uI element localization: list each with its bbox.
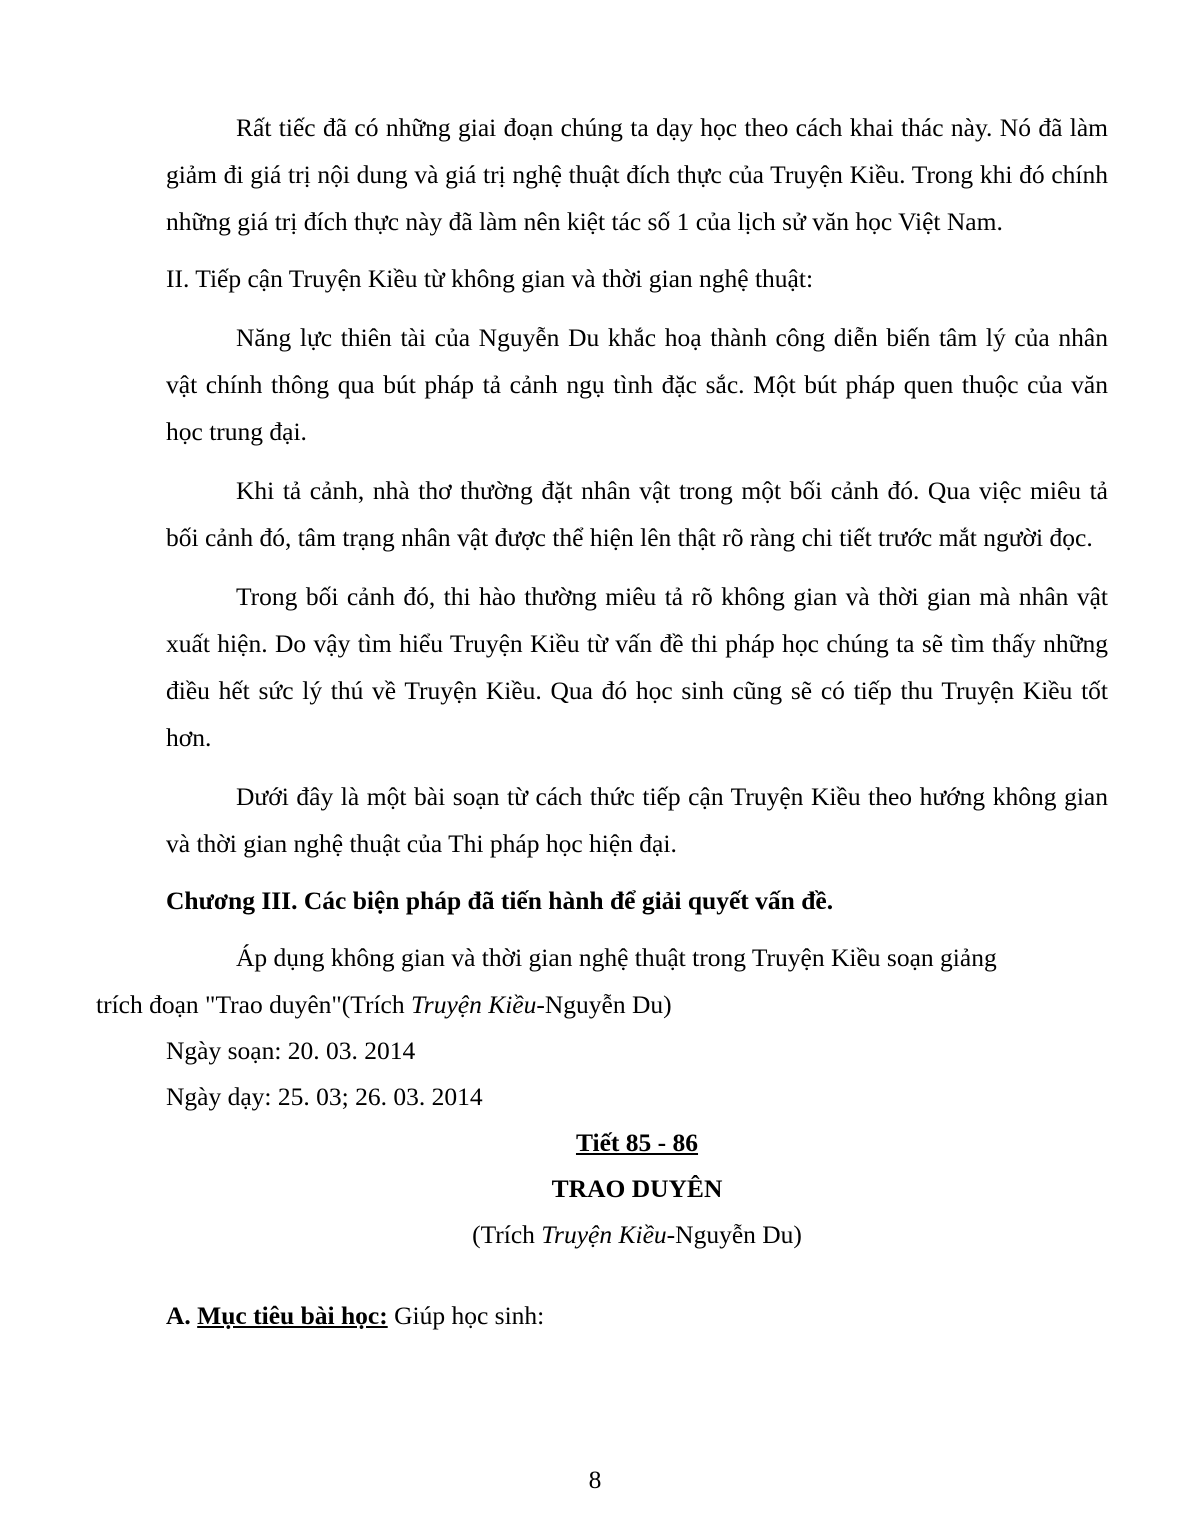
objectives-label: Mục tiêu bài học: <box>197 1301 388 1330</box>
application-line2 <box>96 981 672 1028</box>
objectives-heading <box>166 1292 1108 1339</box>
lesson-source <box>166 1212 1108 1258</box>
application-line1: Áp dụng không gian và thời gian nghệ thuật trong Truyện Kiều soạn giảng <box>236 943 997 972</box>
paragraph-talent: Năng lực thiên tài của Nguyễn Du khắc hoạ thành công diễn biến tâm lý của nhân vật chính thông qua bút pháp tả cảnh ngụ tình đặc sắc. Một bút pháp quen thuộc của văn học trung đại. <box>166 323 1108 446</box>
application-line2-prefix: trích đoạn "Trao duyên"(Trích <box>96 990 411 1019</box>
application-work-title: Truyện Kiều <box>411 990 537 1019</box>
objectives-text: Giúp học sinh: <box>387 1301 545 1330</box>
objectives-letter: A. <box>166 1301 198 1330</box>
lesson-period <box>166 1120 1108 1166</box>
page-number: 8 <box>588 1465 602 1494</box>
application-paragraph <box>96 934 1108 1028</box>
paragraph-context: Trong bối cảnh đó, thi hào thường miêu tả rõ không gian và thời gian mà nhân vật xuất hiện. Do vậy tìm hiểu Truyện Kiều từ vấn đề thi pháp học chúng ta sẽ tìm thấy những điều hết sức lý thú về Truyện Kiều. Qua đó học sinh cũng sẽ có tiếp thu Truyện Kiều tốt hơn. <box>166 582 1108 752</box>
paragraph-intro: Rất tiếc đã có những giai đoạn chúng ta dạy học theo cách khai thác này. Nó đã làm giảm đi giá trị nội dung và giá trị nghệ thuật đích thực của Truyện Kiều. Trong khi đó chính những giá trị đích thực này đã làm nên kiệt tác số 1 của lịch sử văn học Việt Nam. <box>166 113 1108 236</box>
lesson-period-text: Tiết 85 - 86 <box>575 1128 699 1157</box>
date-prepared: Ngày soạn: 20. 03. 2014 <box>166 1036 416 1065</box>
chapter-heading: Chương III. Các biện pháp đã tiến hành để giải quyết vấn đề. <box>166 886 834 915</box>
paragraph-scene: Khi tả cảnh, nhà thơ thường đặt nhân vật trong một bối cảnh đó. Qua việc miêu tả bối cảnh đó, tâm trạng nhân vật được thể hiện lên thật rõ ràng chi tiết trước mắt người đọc. <box>166 476 1108 552</box>
lesson-source-suffix: -Nguyễn Du) <box>666 1220 802 1249</box>
lesson-title: TRAO DUYÊN <box>551 1174 723 1203</box>
section-heading-ii: II. Tiếp cận Truyện Kiều từ không gian và thời gian nghệ thuật: <box>166 264 814 293</box>
lesson-source-prefix: (Trích <box>472 1220 542 1249</box>
application-line2-suffix: -Nguyễn Du) <box>536 990 672 1019</box>
document-page <box>96 104 1108 1339</box>
date-taught: Ngày dạy: 25. 03; 26. 03. 2014 <box>166 1082 483 1111</box>
lesson-source-work: Truyện Kiều <box>541 1220 667 1249</box>
paragraph-lesson-plan: Dưới đây là một bài soạn từ cách thức tiếp cận Truyện Kiều theo hướng không gian và thời gian nghệ thuật của Thi pháp học hiện đại. <box>166 782 1108 858</box>
